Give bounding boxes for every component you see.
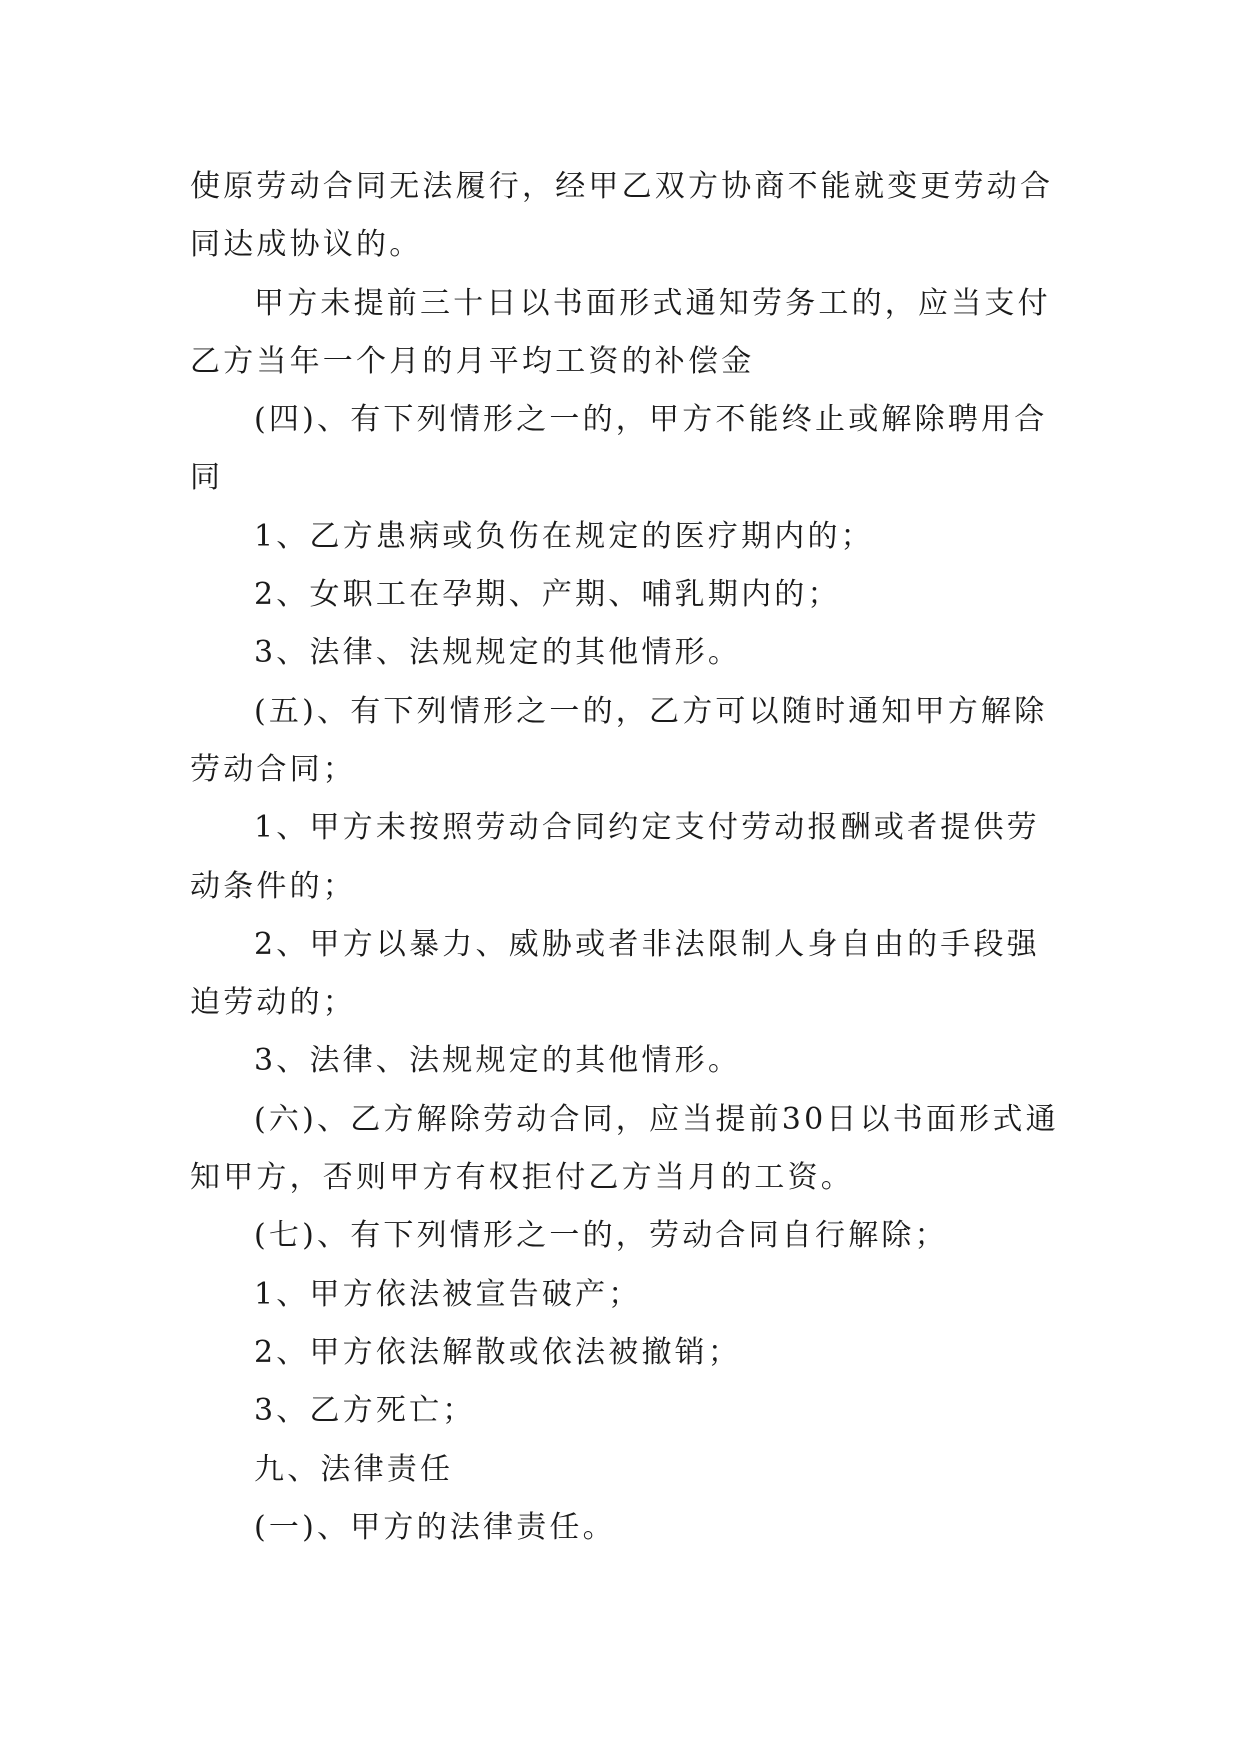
section-heading: (七)、有下列情形之一的，劳动合同自行解除；	[254, 1218, 948, 1254]
section-heading: (五)、有下列情形之一的，乙方可以随时通知甲方解除劳动合同；	[190, 693, 1048, 787]
list-item: 2、甲方以暴力、威胁或者非法限制人身自由的手段强迫劳动的；	[190, 926, 1040, 1021]
list-item: 3、乙方死亡；	[254, 1393, 476, 1429]
section-heading: (一)、甲方的法律责任。	[254, 1509, 616, 1545]
section-heading: (六)、乙方解除劳动合同，应当提前30日以书面形式通知甲方，否则甲方有权拒付乙方当月的工资。	[190, 1101, 1059, 1196]
section-heading: (四)、有下列情形之一的，甲方不能终止或解除聘用合同	[190, 402, 1048, 496]
paragraph: 甲方未提前三十日以书面形式通知劳务工的，应当支付乙方当年一个月的月平均工资的补偿金	[190, 285, 1051, 379]
list-item: 1、甲方未按照劳动合同约定支付劳动报酬或者提供劳动条件的；	[190, 810, 1040, 904]
list-item: 2、女职工在孕期、产期、哺乳期内的；	[254, 577, 841, 613]
paragraph: 使原劳动合同无法履行，经甲乙双方协商不能就变更劳动合同达成协议的。	[190, 169, 1054, 263]
list-item: 1、乙方患病或负伤在规定的医疗期内的；	[254, 518, 874, 554]
chapter-heading: 九、法律责任	[254, 1451, 454, 1487]
list-item: 2、甲方依法解散或依法被撤销；	[254, 1334, 742, 1370]
list-item: 3、法律、法规规定的其他情形。	[254, 1043, 742, 1079]
document-body	[190, 158, 1070, 1557]
list-item: 3、法律、法规规定的其他情形。	[254, 635, 742, 671]
list-item: 1、甲方依法被宣告破产；	[254, 1276, 642, 1312]
